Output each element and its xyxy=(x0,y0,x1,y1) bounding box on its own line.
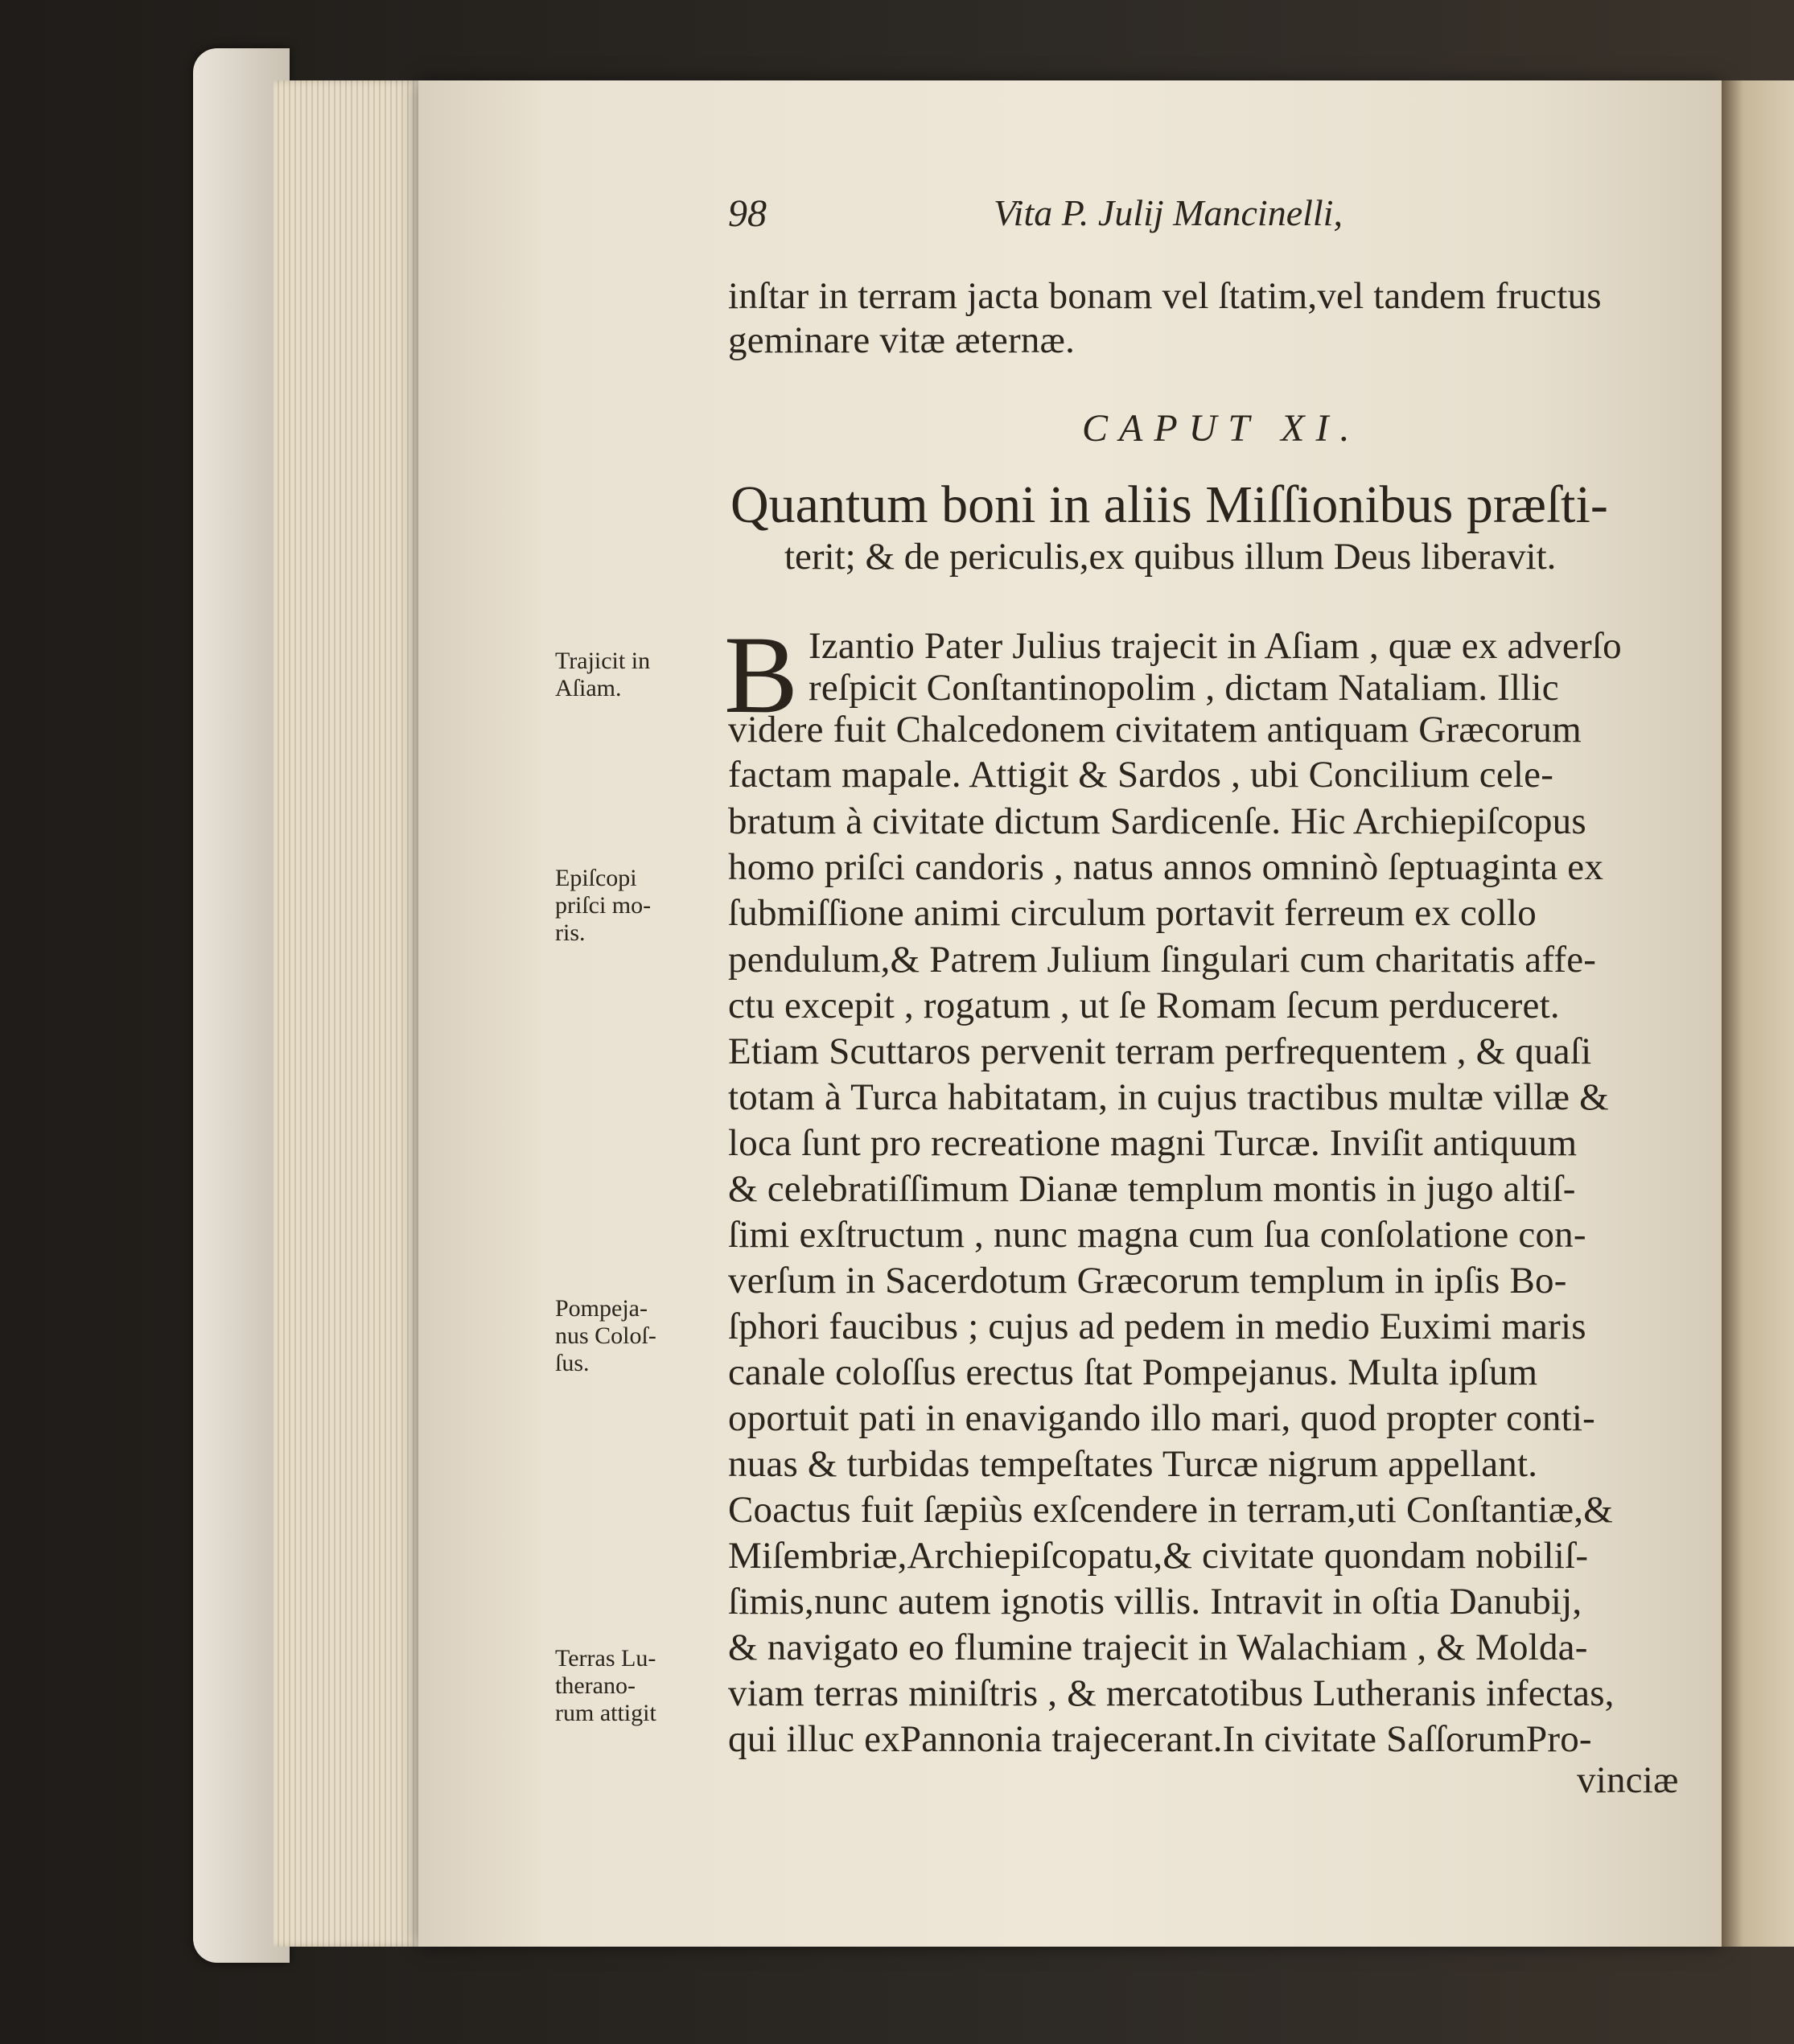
body-line: Coactus fuit ſæpiùs exſcendere in terram,uti Conſtantiæ,& xyxy=(728,1489,1614,1531)
chapter-heading-line-2: terit; & de periculis,ex quibus illum Deus liberavit. xyxy=(784,536,1557,578)
chapter-heading-line-1: Quantum boni in aliis Miſſionibus præſti- xyxy=(730,475,1608,534)
body-line: homo priſci candoris , natus annos omninò ſeptuaginta ex xyxy=(728,846,1604,888)
body-line: ſubmiſſione animi circulum portavit ferreum ex collo xyxy=(728,892,1537,934)
body-line: ſimi exſtructum , nunc magna cum ſua conſolatione con- xyxy=(728,1214,1586,1256)
body-line: pendulum,& Patrem Julium ſingulari cum charitatis affe- xyxy=(728,939,1597,981)
catchword: vinciæ xyxy=(1577,1759,1679,1801)
body-line: qui illuc exPannonia trajecerant.In civitate SaſſorumPro- xyxy=(728,1718,1592,1760)
facing-page-edge xyxy=(1722,80,1794,1947)
margin-note: Terras Lu- therano- rum attigit xyxy=(555,1645,656,1726)
body-line: inſtar in terram jacta bonam vel ſtatim,vel tandem fructus xyxy=(728,275,1602,317)
body-line: bratum à civitate dictum Sardicenſe. Hic Archiepiſcopus xyxy=(728,800,1586,842)
body-line: verſum in Sacerdotum Græcorum templum in ipſis Bo- xyxy=(728,1260,1567,1302)
running-title: Vita P. Julij Mancinelli, xyxy=(994,192,1343,233)
body-line: ſphori faucibus ; cujus ad pedem in medio Euximi maris xyxy=(728,1306,1586,1347)
body-line: Etiam Scuttaros pervenit terram perfrequentem , & quaſi xyxy=(728,1030,1592,1072)
body-line: ſimis,nunc autem ignotis villis. Intravit in oſtia Danubij, xyxy=(728,1581,1582,1622)
body-line: oportuit pati in enavigando illo mari, quod propter conti- xyxy=(728,1397,1596,1439)
body-line: viam terras miniſtris , & mercatotibus Lutheranis infectas, xyxy=(728,1672,1615,1714)
margin-note: Pompeja- nus Coloſ- ſus. xyxy=(555,1295,656,1376)
drop-cap: B xyxy=(724,613,799,736)
body-line: canale coloſſus erectus ſtat Pompejanus. Multa ipſum xyxy=(728,1351,1538,1393)
body-line: loca ſunt pro recreatione magni Turcæ. Inviſit antiquum xyxy=(728,1122,1578,1164)
margin-note: Trajicit in Aſiam. xyxy=(555,648,651,701)
body-line: reſpicit Conſtantinopolim , dictam Nataliam. Illic xyxy=(809,667,1559,709)
body-line: ctu excepit , rogatum , ut ſe Romam ſecum perduceret. xyxy=(728,985,1560,1026)
page-edges xyxy=(274,80,426,1947)
page-number: 98 xyxy=(728,192,767,235)
body-line: & celebratiſſimum Dianæ templum montis in jugo altiſ- xyxy=(728,1168,1576,1210)
body-line: Miſembriæ,Archiepiſcopatu,& civitate quondam nobiliſ- xyxy=(728,1535,1589,1577)
chapter-label: CAPUT XI. xyxy=(1082,407,1361,450)
margin-note: Epiſcopi priſci mo- ris. xyxy=(555,865,652,946)
body-line: videre fuit Chalcedonem civitatem antiquam Græcorum xyxy=(728,709,1582,751)
body-line: Izantio Pater Julius trajecit in Aſiam , quæ ex adverſo xyxy=(809,625,1622,667)
body-line: factam mapale. Attigit & Sardos , ubi Concilium cele- xyxy=(728,754,1554,796)
body-line: nuas & turbidas tempeſtates Turcæ nigrum appellant. xyxy=(728,1443,1538,1485)
body-line: totam à Turca habitatam, in cujus tractibus multæ villæ & xyxy=(728,1076,1609,1118)
body-line: geminare vitæ æternæ. xyxy=(728,319,1076,361)
body-line: & navigato eo flumine trajecit in Walachiam , & Molda- xyxy=(728,1627,1588,1668)
